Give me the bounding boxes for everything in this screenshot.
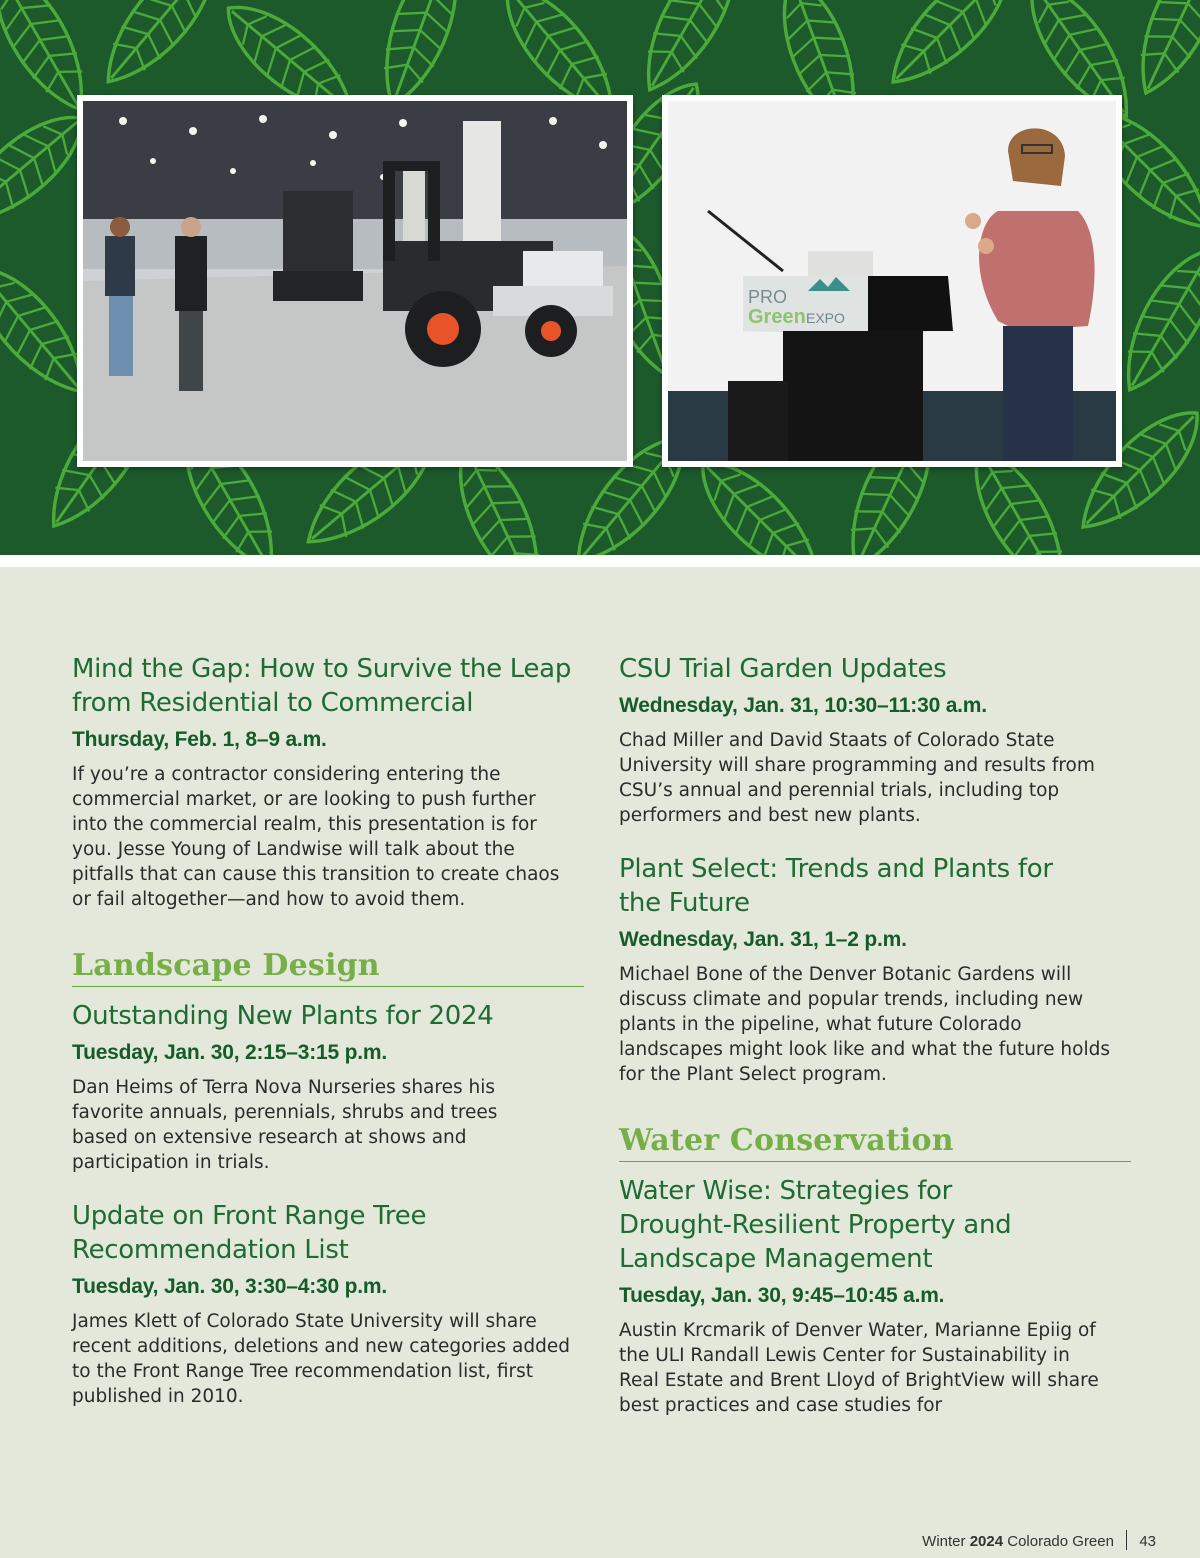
expo-floor-photo bbox=[77, 95, 633, 467]
session-time: Wednesday, Jan. 31, 10:30–11:30 a.m. bbox=[619, 694, 987, 717]
session-description: James Klett of Colorado State University will share recent additions, deletions and new categories added to the Front Range Tree recommendation list, first published in 2010. bbox=[72, 1311, 571, 1407]
footer-year: 2024 bbox=[969, 1533, 1004, 1550]
session-time: Thursday, Feb. 1, 8–9 a.m. bbox=[72, 728, 327, 751]
left-column bbox=[72, 652, 584, 1409]
leaf-pattern-banner bbox=[0, 0, 1200, 555]
section-heading-water-conservation: Water Conservation bbox=[619, 1123, 1131, 1162]
podium-logo-expo: EXPO bbox=[806, 310, 845, 326]
speaker-podium-photo bbox=[662, 95, 1122, 467]
leaf-decoration bbox=[87, 0, 233, 99]
session-title: Update on Front Range Tree Recommendation List bbox=[72, 1201, 427, 1265]
footer-season: Winter bbox=[922, 1533, 966, 1550]
speaker-illustration bbox=[668, 101, 1116, 461]
session-description: Dan Heims of Terra Nova Nurseries shares his favorite annuals, perennials, shrubs and trees based on extensive research at shows and participation in trials. bbox=[72, 1077, 498, 1173]
session-description: Chad Miller and David Staats of Colorado State University will share programming and results from CSU’s annual and perennial trials, including top performers and best new plants. bbox=[619, 730, 1095, 826]
expo-floor-illustration bbox=[83, 101, 627, 461]
session-title: Outstanding New Plants for 2024 bbox=[72, 1001, 494, 1031]
session-title: CSU Trial Garden Updates bbox=[619, 654, 947, 684]
session-time: Tuesday, Jan. 30, 3:30–4:30 p.m. bbox=[72, 1275, 387, 1298]
session-time: Wednesday, Jan. 31, 1–2 p.m. bbox=[619, 928, 907, 951]
leaf-decoration bbox=[874, 0, 1027, 101]
podium-logo-pro: PRO bbox=[748, 287, 788, 307]
page-footer bbox=[922, 1530, 1156, 1550]
session-time: Tuesday, Jan. 30, 2:15–3:15 p.m. bbox=[72, 1041, 387, 1064]
session-description: Austin Krcmarik of Denver Water, Marianne Epiig of the ULI Randall Lewis Center for Sustainability in Real Estate and Brent Lloyd of BrightView will share best practices and case studies for bbox=[619, 1320, 1099, 1416]
session-title: Water Wise: Strategies for Drought-Resilient Property and Landscape Management bbox=[619, 1176, 1012, 1274]
session-title: Mind the Gap: How to Survive the Leap from Residential to Commercial bbox=[72, 654, 572, 718]
session-time: Tuesday, Jan. 30, 9:45–10:45 a.m. bbox=[619, 1284, 945, 1307]
right-column bbox=[619, 652, 1131, 1418]
session-description: If you’re a contractor considering entering the commercial market, or are looking to push further into the commercial realm, this presentation is for you. Jesse Young of Landwise will talk about the pitfalls that can cause this transition to create chaos or fail altogether—and how to avoid them. bbox=[72, 764, 560, 910]
leaf-decoration bbox=[626, 0, 754, 104]
section-heading-landscape-design: Landscape Design bbox=[72, 948, 584, 987]
session-description: Michael Bone of the Denver Botanic Gardens will discuss climate and popular trends, including new plants in the pipeline, what future Colorado landscapes might look like and what the future holds for the Plant Select program. bbox=[619, 964, 1110, 1085]
footer-publication: Colorado Green bbox=[1007, 1533, 1114, 1550]
podium-logo-green: Green bbox=[748, 306, 806, 328]
session-title: Plant Select: Trends and Plants for the Future bbox=[619, 854, 1053, 918]
banner-divider bbox=[0, 555, 1200, 567]
footer-divider bbox=[1126, 1530, 1127, 1550]
page-number: 43 bbox=[1139, 1533, 1156, 1550]
leaf-decoration bbox=[1121, 0, 1200, 105]
